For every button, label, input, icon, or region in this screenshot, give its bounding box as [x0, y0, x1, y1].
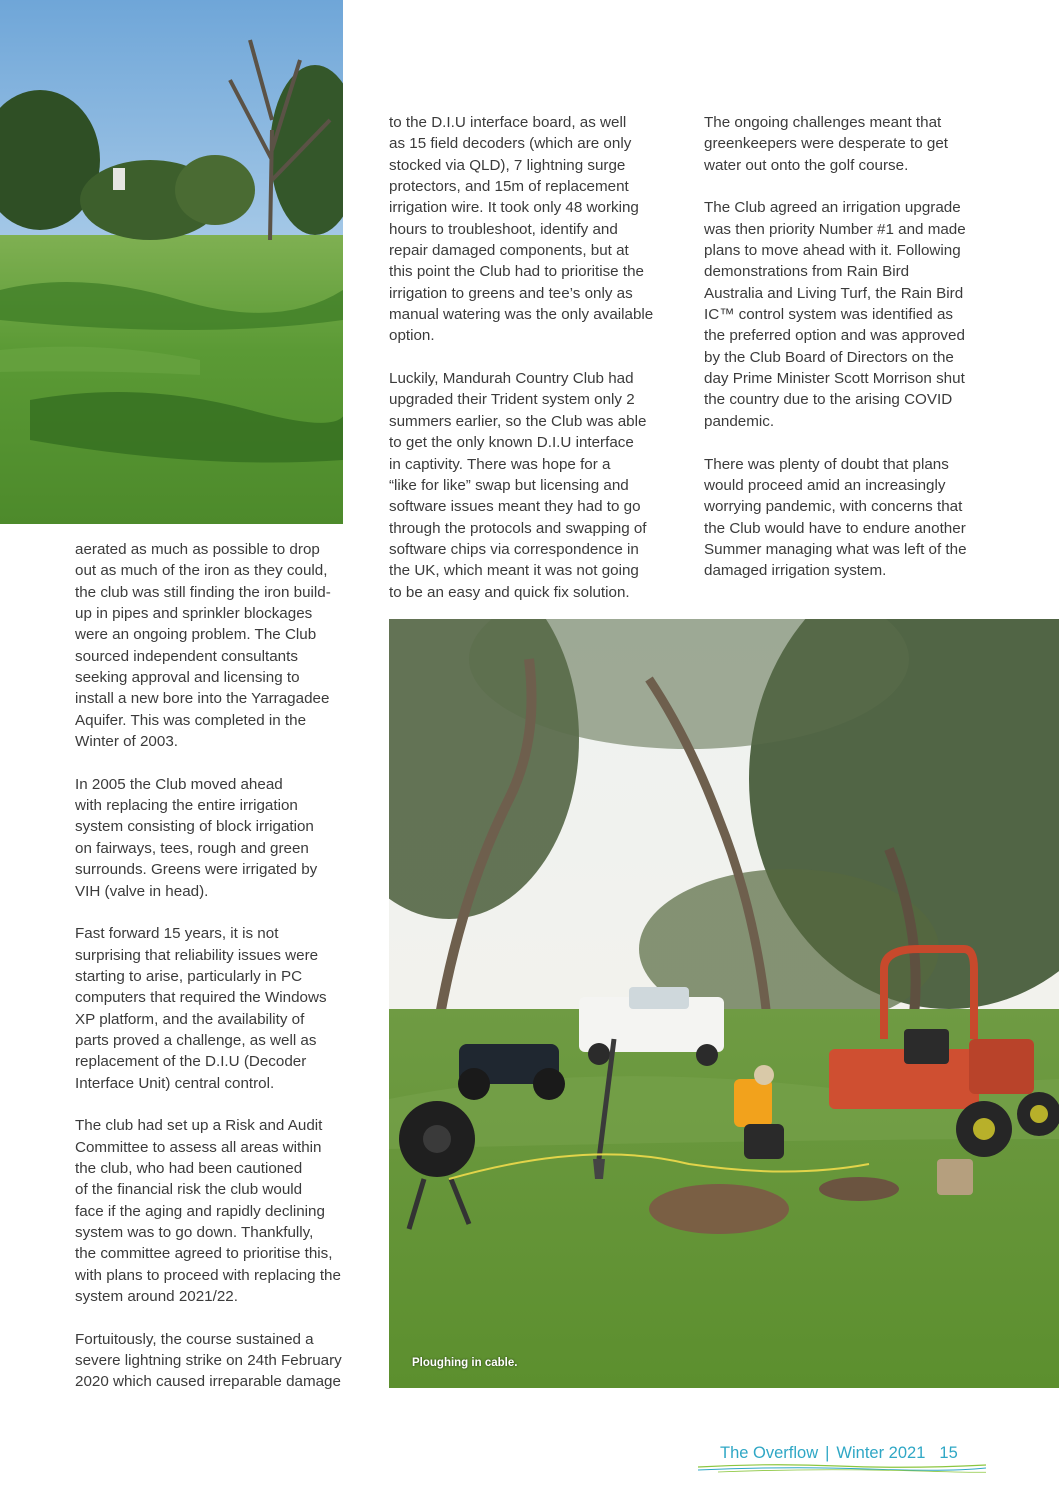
paragraph: Luckily, Mandurah Country Club had upgraded their Trident system only 2 summers earlier, so the Club was able to get the only known D.I.U interface in captivity. There was hope for a “like for like” swap but licensing and software issues meant they had to go through the protocols and swapping of software chips via correspondence in the UK, which meant it was not going to be an easy and quick fix solution. — [389, 370, 647, 601]
publication-name: The Overflow — [720, 1444, 819, 1462]
page-number: 15 — [939, 1444, 958, 1462]
footer-underline-decoration — [698, 1462, 986, 1474]
fairway-photo — [0, 0, 343, 524]
text-column-middle — [389, 112, 679, 603]
text-column-right — [704, 112, 994, 582]
paragraph: Fortuitously, the course sustained a severe lightning strike on 24th February 2020 which caused irreparable damage — [75, 1330, 342, 1391]
issue-name: Winter 2021 — [836, 1444, 926, 1462]
text-column-left — [75, 539, 365, 1393]
paragraph: Fast forward 15 years, it is not surprising that reliability issues were starting to arise, particularly in PC computers that required the Windows XP platform, and the availability of parts proved a challenge, as well as replacement of the D.I.U (Decoder Interface Unit) central control. — [75, 925, 327, 1092]
photo-caption: Ploughing in cable. — [412, 1357, 518, 1369]
paragraph: The Club agreed an irrigation upgrade was then priority Number #1 and made plans to move ahead with it. Following demonstrations from Rain Bird Australia and Living Turf, the Rain Bird IC™ control system was identified as the preferred option and was approved by the Club Board of Directors on the day Prime Minister Scott Morrison shut the country due to the arising COVID pandemic. — [704, 199, 966, 430]
paragraph: In 2005 the Club moved ahead with replacing the entire irrigation system consisting of block irrigation on fairways, tees, rough and green surrounds. Greens were irrigated by VIH (valve in head). — [75, 775, 318, 900]
ploughing-photo — [389, 619, 1059, 1388]
paragraph: The ongoing challenges meant that greenkeepers were desperate to get water out onto the golf course. — [704, 114, 949, 174]
page-footer — [720, 1444, 984, 1474]
paragraph: The club had set up a Risk and Audit Committee to assess all areas within the club, who had been cautioned of the financial risk the club would face if the aging and rapidly declining system was to go down. Thankfully, the committee agreed to prioritise this, with plans to proceed with replacing the system around 2021/22. — [75, 1117, 341, 1306]
paragraph: aerated as much as possible to drop out as much of the iron as they could, the club was still finding the iron build- up in pipes and sprinkler blockages were an ongoing problem. The Club sourced independent consultants seeking approval and licensing to install a new bore into the Yarragadee Aquifer. This was completed in the Winter of 2003. — [75, 541, 331, 751]
paragraph: There was plenty of doubt that plans would proceed amid an increasingly worrying pandemic, with concerns that the Club would have to endure another Summer managing what was left of the damaged irrigation system. — [704, 455, 967, 580]
paragraph: to the D.I.U interface board, as well as 15 field decoders (which are only stocked via QLD), 7 lightning surge protectors, and 15m of replacement irrigation wire. It took only 48 working hours to troubleshoot, identify and repair damaged components, but at this point the Club had to prioritise the irrigation to greens and tee’s only as manual watering was the only available option. — [389, 114, 654, 345]
footer-separator: | — [825, 1444, 830, 1462]
